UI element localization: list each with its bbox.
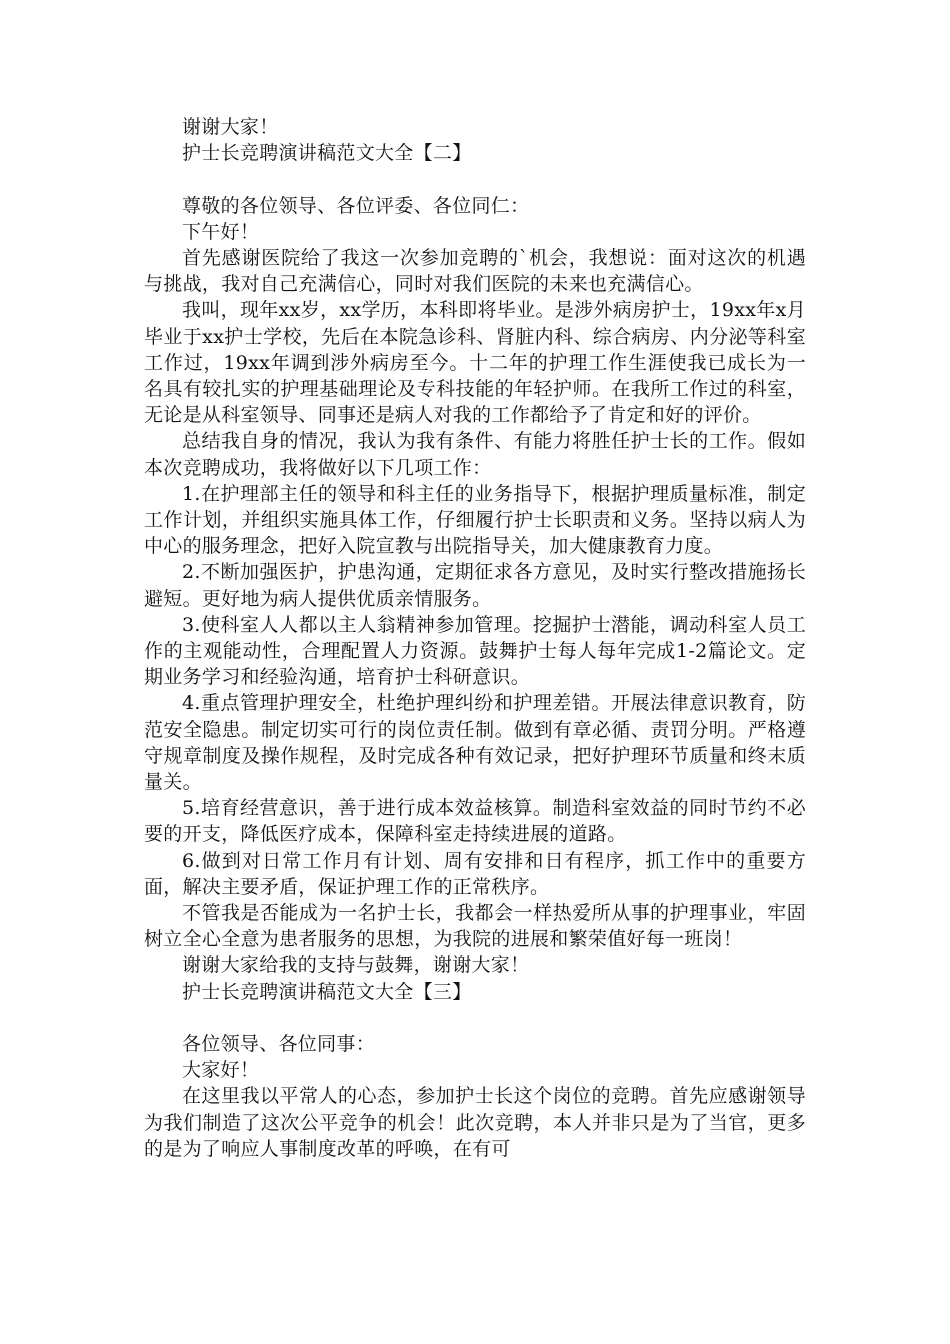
salutation: 各位领导、各位同事： xyxy=(182,1033,376,1056)
list-item: 1.在护理部主任的领导和科主任的业务指导下，根据护理质量标准，制定工作计划，并组织实施具体工作，仔细履行护士长职责和义务。坚持以病人为中心的服务理念，把好入院宣教与出院指导关，加大健康教育力度。 xyxy=(144,482,806,558)
list-item: 6.做到对日常工作月有计划、周有安排和日有程序，抓工作中的重要方面，解决主要矛盾，保证护理工作的正常秩序。 xyxy=(144,849,806,898)
paragraph: 总结我自身的情况，我认为我有条件、有能力将胜任护士长的工作。假如本次竞聘成功，我将做好以下几项工作： xyxy=(144,430,806,479)
blank-line xyxy=(144,1005,806,1031)
list-item: 4.重点管理护理安全，杜绝护理纠纷和护理差错。开展法律意识教育，防范安全隐患。制定切实可行的岗位责任制。做到有章必循、责罚分明。严格遵守规章制度及操作规程，及时完成各种有效记录，把好护理环节质量和终末质量关。 xyxy=(144,692,806,794)
paragraph: 我叫，现年xx岁，xx学历，本科即将毕业。是涉外病房护士，19xx年x月毕业于xx护士学校，先后在本院急诊科、肾脏内科、综合病房、内分泌等科室工作过，19xx年调到涉外病房至今。十二年的护理工作生涯使我已成长为一名具有较扎实的护理基础理论及专科技能的年轻护师。在我所工作过的科室，无论是从科室领导、同事还是病人对我的工作都给予了肯定和好的评价。 xyxy=(144,299,806,427)
closing-thanks: 谢谢大家给我的支持与鼓舞，谢谢大家！ xyxy=(182,954,530,977)
salutation: 尊敬的各位领导、各位评委、各位同仁： xyxy=(182,194,530,217)
greeting: 大家好！ xyxy=(182,1059,260,1082)
blank-line xyxy=(144,166,806,192)
paragraph: 在这里我以平常人的心态，参加护士长这个岗位的竞聘。首先应感谢领导为我们制造了这次公平竞争的机会！此次竞聘，本人并非只是为了当官，更多的是为了响应人事制度改革的呼唤，在有可 xyxy=(144,1085,806,1160)
greeting: 下午好！ xyxy=(182,220,260,243)
closing-thanks: 谢谢大家！ xyxy=(182,116,279,138)
list-item: 2.不断加强医护，护患沟通，定期征求各方意见，及时实行整改措施扬长避短。更好地为病人提供优质亲情服务。 xyxy=(144,561,806,610)
section-heading-3: 护士长竞聘演讲稿范文大全【三】 xyxy=(182,980,472,1003)
list-item: 3.使科室人人都以主人翁精神参加管理。挖掘护士潜能，调动科室人员工作的主观能动性，合理配置人力资源。鼓舞护士每人每年完成1-2篇论文。定期业务学习和经验沟通，培育护士科研意识。 xyxy=(144,613,806,689)
document-body xyxy=(144,114,806,1162)
section-heading-2: 护士长竞聘演讲稿范文大全【二】 xyxy=(182,142,472,165)
paragraph: 不管我是否能成为一名护士长，我都会一样热爱所从事的护理事业，牢固树立全心全意为患者服务的思想，为我院的进展和繁荣值好每一班岗！ xyxy=(144,902,806,951)
list-item: 5.培育经营意识，善于进行成本效益核算。制造科室效益的同时节约不必要的开支，降低医疗成本，保障科室走持续进展的道路。 xyxy=(144,797,806,846)
paragraph: 首先感谢医院给了我这一次参加竞聘的`机会，我想说：面对这次的机遇与挑战，我对自己充满信心，同时对我们医院的未来也充满信心。 xyxy=(144,247,806,296)
